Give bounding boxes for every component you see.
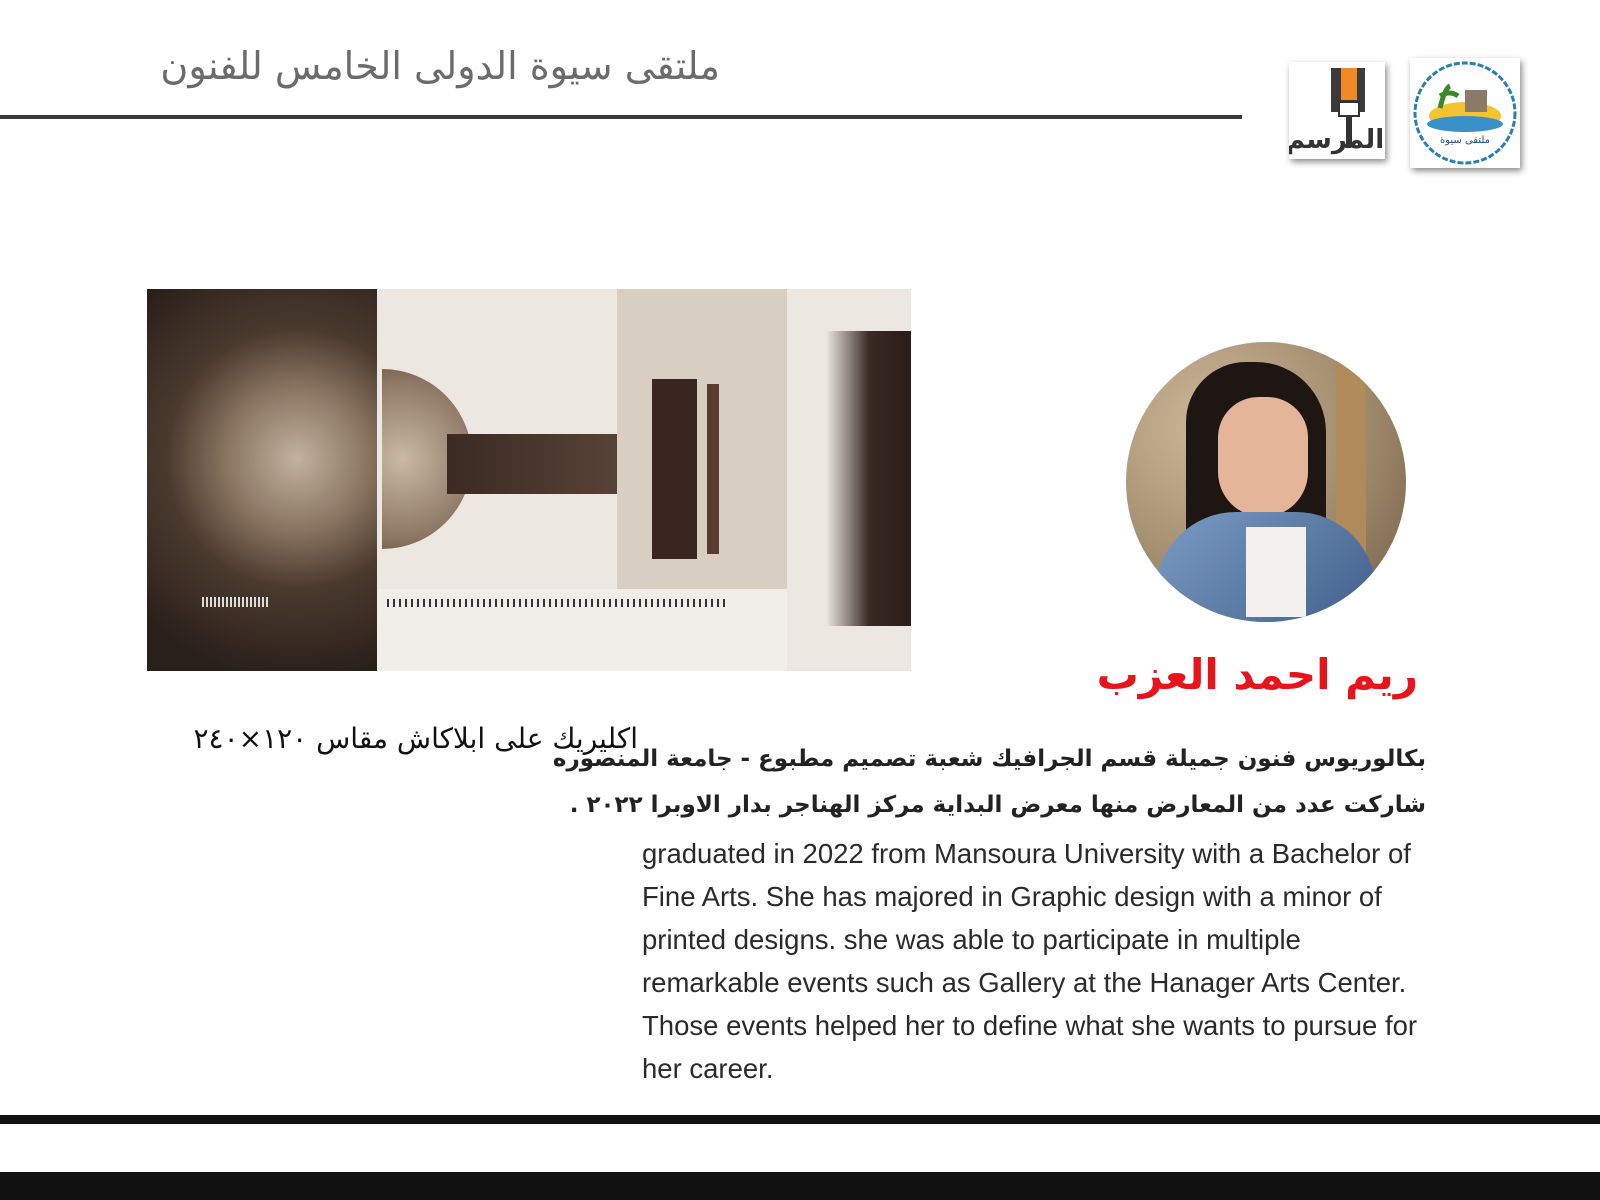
siwa-forum-logo: [1410, 58, 1520, 168]
svg-text:ملتقى سيوة: ملتقى سيوة: [1439, 135, 1491, 146]
svg-text:المرسم: المرسم: [1289, 125, 1385, 155]
arabic-bio-line: شاركت عدد من المعارض منها معرض البداية مركز الهناجر بدار الاوبرا ٢٠٢٢ .: [569, 792, 1426, 818]
artwork-painting: [147, 289, 911, 671]
al-marsam-logo: [1289, 62, 1385, 159]
artist-portrait: [1126, 342, 1406, 622]
footer-bar: [0, 1172, 1600, 1200]
footer-divider: [0, 1115, 1600, 1124]
arabic-bio-line: بكالوريوس فنون جميلة قسم الجرافيك شعبة تصميم مطبوع - جامعة المنصوره: [552, 746, 1426, 772]
header-divider: [0, 115, 1242, 119]
page-title: ملتقى سيوة الدولى الخامس للفنون: [160, 44, 720, 88]
artwork-caption: اكليريك على ابلاكاش مقاس ١٢٠×٢٤٠: [193, 722, 638, 755]
english-bio: graduated in 2022 from Mansoura University with a Bachelor of Fine Arts. She has majored in Graphic design with a minor of printed designs. she was able to participate in multiple remarkable events such as Gallery at the Hanager Arts Center. Those events helped her to define what she wants to pursue for her career.: [642, 838, 1418, 1084]
artist-name: ريم احمد العزب: [1096, 650, 1418, 699]
